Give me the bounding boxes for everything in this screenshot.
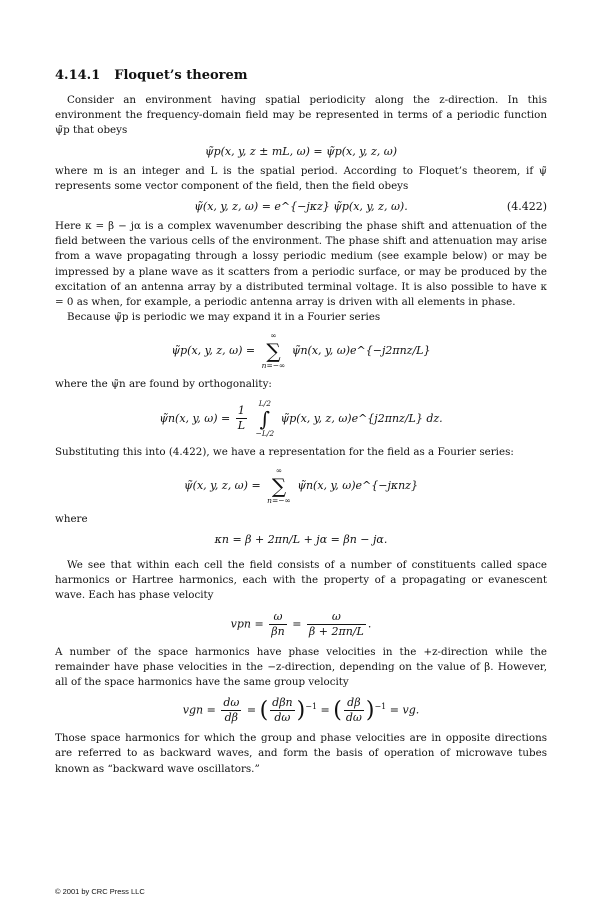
paragraph-where: where [55,512,88,525]
integral-symbol: L/2 ∫ −L/2 [255,398,275,438]
paragraph-group-velocity: A number of the space harmonics have phase velocities in the +z-direction while the remainder have phase velocities in the −z-direction, depending on the value of β. However, all of the space harmonics have the same group velocity [55,645,547,689]
paragraph-intro: Consider an environment having spatial periodicity along the z-direction. In this environment the frequency-domain field may be represented in terms of a periodic function ψ̃p that obeys [55,94,547,137]
equation-floquet-body: ψ̃(x, y, z, ω) = e^{−jκz} ψ̃p(x, y, z, ω). [194,200,408,214]
fraction-numerator: ω [269,610,286,625]
page-body [55,68,547,777]
equation-number: (4.422) [506,200,547,214]
paragraph-fourier: Because ψ̃p is periodic we may expand it in a Fourier series [67,311,381,324]
eq3-rhs: ψ̃n(x, y, ω)e^{−j2πnz/L} [291,344,431,358]
fraction-denominator: βn [271,624,285,638]
fraction-denominator: L [237,419,246,433]
fraction [221,696,241,725]
equation-field-series [55,466,547,506]
section-title: Floquet’s theorem [114,68,248,83]
section-number: 4.14.1 [55,68,101,83]
eq5-lhs: ψ̃(x, y, z, ω) = [184,478,261,492]
equation-group-velocity: vgn = $\frac{d\omega}{d\beta}$ = ( $\frac{\text{dβn}}{d\omega}$ )$^{-1}$ = ( $\frac{d\beta}{d\omega}$ )$^{-1}$ = vg. [182,696,420,725]
fraction-numerator: 1 [236,404,247,419]
eq4-rhs: ψ̃p(x, y, z, ω)e^{j2πnz/L} dz. [280,411,443,425]
paragraph-substitution: Substituting this into (4.422), we have a representation for the field as a Fourier series: [55,445,514,458]
paragraph-floquet: where m is an integer and L is the spatial period. According to Floquet’s theorem, if ψ̃ represents some vector component of the field, then the field obeys [55,164,547,192]
eq7-lhs: vpn = [230,617,264,631]
summation-symbol: ∞ ∑ n=−∞ [267,465,291,505]
eq8-rhs: = vg. [389,703,420,717]
summation-symbol: ∞ ∑ n=−∞ [261,331,286,371]
fraction [307,610,366,639]
fraction-numerator: dω [223,696,240,710]
fraction [270,696,295,725]
eq8-lhs: vgn = [182,703,216,717]
fraction-numerator: ω [307,610,366,625]
eq4-lhs: ψ̃n(x, y, ω) = [159,411,231,425]
equation-phase-velocity: vpn = $\frac{\omega}{\beta n}$ = $\frac{\omega}{\beta + 2\pi n/L}$ . [230,609,372,638]
fraction [236,404,247,433]
fraction-numerator: dβn [272,696,293,710]
fraction [269,610,286,639]
integral-lower-limit: −L/2 [255,428,275,438]
sum-lower-limit: n=−∞ [267,495,291,505]
equation-fourier-series [55,331,547,371]
sum-upper-limit: ∞ [275,465,283,475]
copyright-footer: © 2001 by CRC Press LLC [55,887,145,896]
fraction-denominator: β + 2πn/L [308,624,364,638]
equation-floquet [55,200,547,213]
fraction-denominator: dβ [224,711,239,725]
equation-coefficients [55,399,547,439]
paragraph-space-harmonics: We see that within each cell the field consists of a number of constituents called space harmonics or Hartree harmonics, each with the property of a propagating or evanescent wave. Each has phase velocity [55,559,547,602]
paragraph-wavenumber: Here κ = β − jα is a complex wavenumber describing the phase shift and attenuation of the field between the various cells of the environment. The phase shift and attenuation may arise from a wave propagating through a lossy periodic medium (see example below) or may be impressed by a plane wave as it scatters from a periodic surface, or may be produced by the excitation of an antenna array by a distributed terminal voltage. It is also possible to have κ = 0 as when, for example, a periodic antenna array is driven with all elements in phase. [55,220,547,309]
section-heading [55,68,547,83]
equation-kappa-n: κn = β + 2πn/L + jα = βn − jα. [214,533,388,547]
integral-upper-limit: L/2 [258,398,271,408]
fraction-numerator: dβ [344,696,364,711]
fraction [344,696,364,725]
sum-upper-limit: ∞ [270,331,277,341]
sum-lower-limit: n=−∞ [261,361,286,371]
eq5-rhs: ψ̃n(x, y, ω)e^{−jκnz} [297,478,418,492]
paragraph-orthogonality: where the ψ̃n are found by orthogonality: [55,378,272,391]
equation-periodicity: ψ̃p(x, y, z ± mL, ω) = ψ̃p(x, y, z, ω) [204,144,398,158]
paragraph-backward-waves: Those space harmonics for which the group and phase velocities are in opposite directions are referred to as backward waves, and form the basis of operation of microwave tubes known as “backward wave oscillators.” [55,732,547,775]
fraction-denominator: dω [345,711,362,725]
fraction-denominator: dω [274,711,291,725]
eq3-lhs: ψ̃p(x, y, z, ω) = [171,344,256,358]
